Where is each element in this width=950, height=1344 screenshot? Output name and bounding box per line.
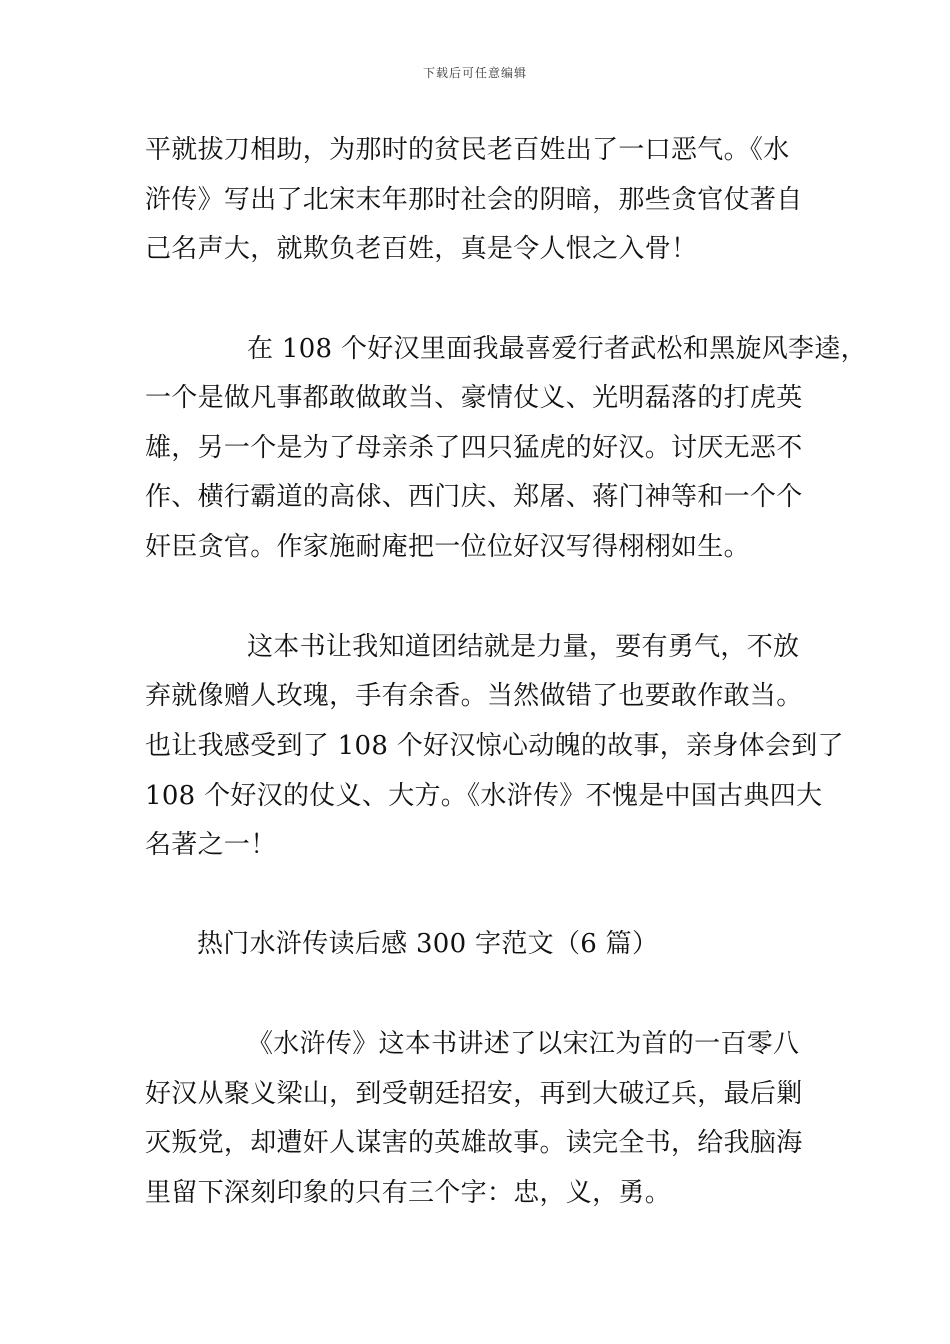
paragraph-3-line-5: 名著之一！ [145, 830, 277, 860]
paragraph-5-line-2: 好汉从聚义梁山，到受朝廷招安，再到大破辽兵，最后剿 [145, 1079, 803, 1109]
paragraph-3-line-4: 108 个好汉的仗义、大方。《水浒传》不愧是中国古典四大 [145, 781, 823, 811]
paragraph-1-line-2: 浒传》写出了北宋末年那时社会的阴暗，那些贪官仗著自 [145, 185, 803, 215]
paragraph-5-line-3: 灭叛党，却遭奸人谋害的英雄故事。读完全书，给我脑海 [145, 1128, 803, 1158]
paragraph-5-line-4: 里留下深刻印象的只有三个字：忠，义，勇。 [145, 1178, 672, 1208]
paragraph-3-line-3: 也让我感受到了 108 个好汉惊心动魄的故事，亲身体会到了 [145, 731, 844, 761]
paragraph-2-line-3: 雄，另一个是为了母亲杀了四只猛虎的好汉。讨厌无恶不 [145, 433, 803, 463]
section-heading: 热门水浒传读后感 300 字范文（6 篇） [197, 929, 659, 959]
paragraph-2-line-2: 一个是做凡事都敢做敢当、豪情仗义、光明磊落的打虎英 [145, 383, 803, 413]
paragraph-3-line-1: 这本书让我知道团结就是力量，要有勇气，不放 [247, 632, 800, 662]
paragraph-1-line-3: 己名声大，就欺负老百姓，真是令人恨之入骨！ [145, 234, 698, 264]
paragraph-3-line-2: 弃就像赠人玫瑰，手有余香。当然做错了也要敢作敢当。 [145, 681, 803, 711]
paragraph-5-line-1: 《水浒传》这本书讲述了以宋江为首的一百零八 [247, 1029, 800, 1059]
paragraph-2-line-4: 作、横行霸道的高俅、西门庆、郑屠、蒋门神等和一个个 [145, 482, 803, 512]
paragraph-2-line-1: 在 108 个好汉里面我最喜爱行者武松和黑旋风李逵， [247, 334, 867, 364]
paragraph-2-line-5: 奸臣贪官。作家施耐庵把一位位好汉写得栩栩如生。 [145, 532, 750, 562]
paragraph-1-line-1: 平就拔刀相助，为那时的贫民老百姓出了一口恶气。《水 [145, 135, 790, 165]
page-header: 下载后可任意编辑 [422, 66, 527, 80]
